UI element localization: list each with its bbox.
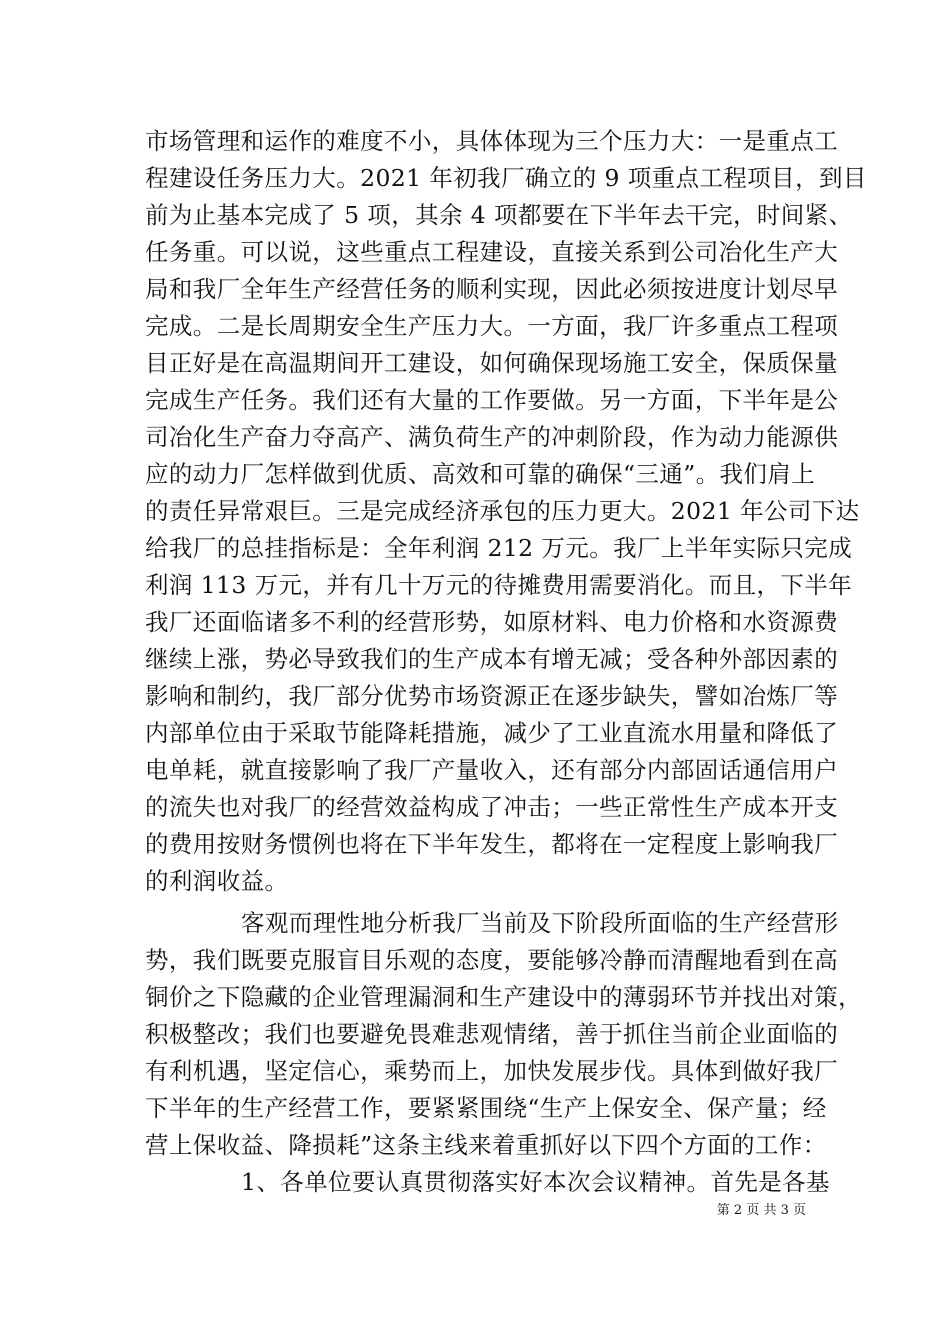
text-line: 继续上涨，势必导致我们的生产成本有增无减；受各种外部因素的 — [145, 645, 839, 673]
text-line: 目正好是在高温期间开工建设，如何确保现场施工安全，保质保量 — [145, 349, 839, 377]
text-line: 有利机遇，坚定信心，乘势而上，加快发展步伐。具体到做好我厂 — [145, 1057, 839, 1085]
text-line: 局和我厂全年生产经营任务的顺利实现，因此必须按进度计划尽早 — [145, 275, 839, 303]
text-line: 电单耗，就直接影响了我厂产量收入，还有部分内部固话通信用户 — [145, 756, 839, 784]
text-line: 完成。二是长周期安全生产压力大。一方面，我厂许多重点工程项 — [145, 312, 839, 340]
text-line: 势，我们既要克服盲目乐观的态度，要能够冷静而清醒地看到在高 — [145, 946, 839, 974]
text-line: 下半年的生产经营工作，要紧紧围绕“生产上保安全、保产量；经 — [145, 1094, 827, 1122]
text-line: 前为止基本完成了 5 项，其余 4 项都要在下半年去干完，时间紧、 — [145, 201, 853, 229]
list-item-first-line: 1、各单位要认真贯彻落实好本次会议精神。首先是各基 — [241, 1168, 830, 1196]
text-line: 影响和制约，我厂部分优势市场资源正在逐步缺失，譬如冶炼厂等 — [145, 682, 839, 710]
text-line: 积极整改；我们也要避免畏难悲观情绪，善于抓住当前企业面临的 — [145, 1020, 839, 1048]
page-number-footer: 第 2 页 共 3 页 — [716, 1203, 806, 1218]
text-line: 的责任异常艰巨。三是完成经济承包的压力更大。2021 年公司下达 — [145, 497, 860, 525]
text-line: 营上保收益、降损耗”这条主线来着重抓好以下四个方面的工作： — [145, 1131, 827, 1159]
text-line: 给我厂的总挂指标是：全年利润 212 万元。我厂上半年实际只完成 — [145, 534, 853, 562]
text-line: 程建设任务压力大。2021 年初我厂确立的 9 项重点工程项目，到目 — [145, 164, 867, 192]
text-line: 应的动力厂怎样做到优质、高效和可靠的确保“三通”。我们肩上 — [145, 460, 816, 488]
text-line: 的费用按财务惯例也将在下半年发生，都将在一定程度上影响我厂 — [145, 830, 839, 858]
text-line: 市场管理和运作的难度不小，具体体现为三个压力大：一是重点工 — [145, 127, 839, 155]
text-line: 利润 113 万元，并有几十万元的待摊费用需要消化。而且，下半年 — [145, 571, 853, 599]
text-line: 内部单位由于采取节能降耗措施，减少了工业直流水用量和降低了 — [145, 719, 839, 747]
text-line: 的利润收益。 — [145, 867, 289, 895]
text-line: 司冶化生产奋力夺高产、满负荷生产的冲刺阶段，作为动力能源供 — [145, 423, 839, 451]
paragraph-first-line: 客观而理性地分析我厂当前及下阶段所面临的生产经营形 — [241, 909, 839, 937]
text-line: 任务重。可以说，这些重点工程建设，直接关系到公司冶化生产大 — [145, 238, 839, 266]
text-line: 完成生产任务。我们还有大量的工作要做。另一方面，下半年是公 — [145, 386, 839, 414]
text-line: 铜价之下隐藏的企业管理漏洞和生产建设中的薄弱环节并找出对策， — [145, 983, 862, 1011]
text-line: 我厂还面临诸多不利的经营形势，如原材料、电力价格和水资源费 — [145, 608, 839, 636]
text-line: 的流失也对我厂的经营效益构成了冲击；一些正常性生产成本开支 — [145, 793, 839, 821]
